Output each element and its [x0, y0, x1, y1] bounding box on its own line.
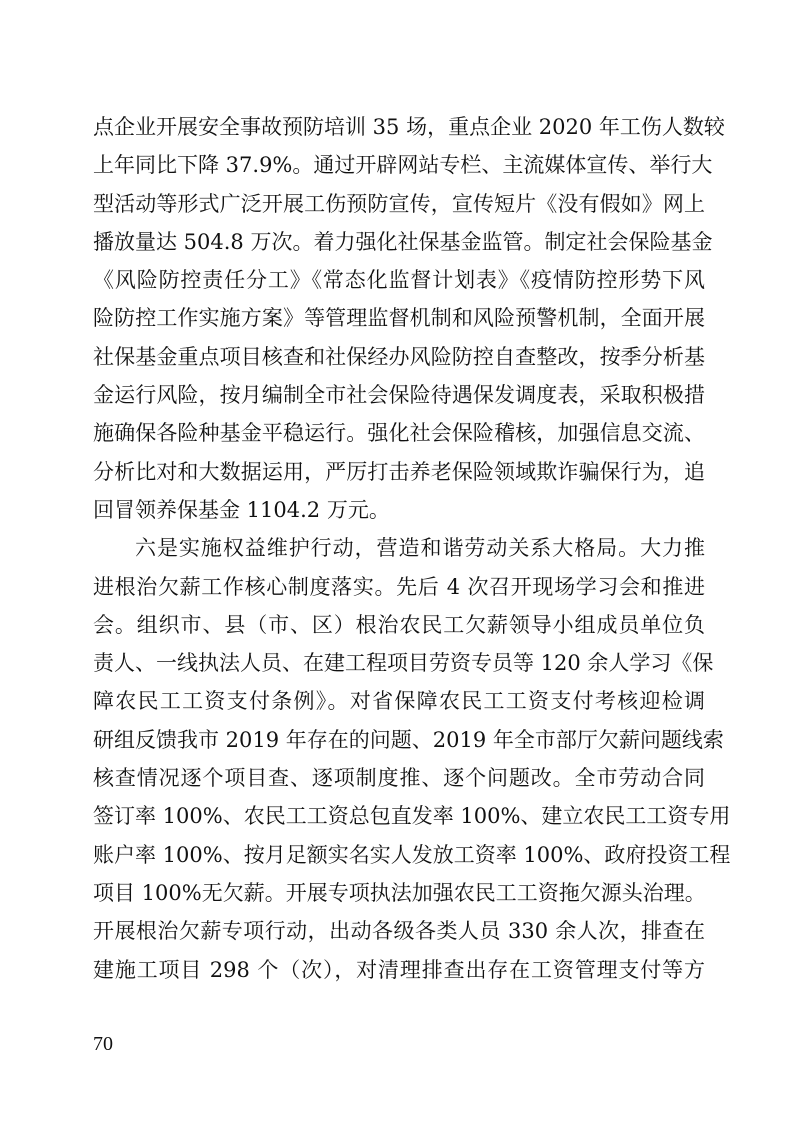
text-line: 上年同比下降 37.9%。通过开辟网站专栏、主流媒体宣传、举行大 — [93, 153, 713, 178]
text-line: 金运行风险，按月编制全市社会保险待遇保发调度表，采取积极措 — [93, 383, 705, 408]
text-line: 施确保各险种基金平稳运行。强化社会保险稽核，加强信息交流、 — [93, 421, 705, 446]
text-line: 险防控工作实施方案》等管理监督机制和风险预警机制，全面开展 — [93, 306, 705, 331]
text-line: 播放量达 504.8 万次。着力强化社保基金监管。制定社会保险基金 — [93, 229, 713, 254]
text-line: 会。组织市、县（市、区）根治农民工欠薪领导小组成员单位负 — [93, 612, 705, 637]
text-line: 进根治欠薪工作核心制度落实。先后 4 次召开现场学习会和推进 — [93, 574, 705, 599]
text-line: 《风险防控责任分工》《常态化监督计划表》《疫情防控形势下风 — [93, 268, 705, 293]
text-line: 回冒领养保基金 1104.2 万元。 — [93, 497, 390, 522]
text-line: 核查情况逐个项目查、逐项制度推、逐个问题改。全市劳动合同 — [93, 766, 705, 791]
document-body — [93, 108, 731, 989]
text-line: 项目 100%无欠薪。开展专项执法加强农民工工资拖欠源头治理。 — [93, 880, 706, 905]
text-line: 研组反馈我市 2019 年存在的问题、2019 年全市部厅欠薪问题线索 — [93, 727, 724, 752]
text-line: 障农民工工资支付条例》。对省保障农民工工资支付考核迎检调 — [93, 689, 705, 714]
text-line: 六是实施权益维护行动，营造和谐劳动关系大格局。大力推 — [135, 536, 705, 561]
paragraph-1 — [93, 108, 725, 529]
text-line: 分析比对和大数据运用，严厉打击养老保险领域欺诈骗保行为，追 — [93, 459, 705, 484]
text-line: 签订率 100%、农民工工资总包直发率 100%、建立农民工工资专用 — [93, 804, 731, 829]
text-line: 账户率 100%、按月足额实名实人发放工资率 100%、政府投资工程 — [93, 842, 731, 867]
text-line: 建施工项目 298 个（次），对清理排查出存在工资管理支付等方 — [93, 957, 705, 982]
paragraph-2 — [93, 529, 731, 989]
text-line: 点企业开展安全事故预防培训 35 场，重点企业 2020 年工伤人数较 — [93, 115, 725, 139]
text-line: 型活动等形式广泛开展工伤预防宣传，宣传短片《没有假如》网上 — [93, 191, 705, 216]
text-line: 责人、一线执法人员、在建工程项目劳资专员等 120 余人学习《保 — [93, 651, 714, 676]
page-number: 70 — [93, 1033, 113, 1055]
text-line: 社保基金重点项目核查和社保经办风险防控自查整改，按季分析基 — [93, 344, 705, 369]
text-line: 开展根治欠薪专项行动，出动各级各类人员 330 余人次，排查在 — [93, 919, 705, 944]
